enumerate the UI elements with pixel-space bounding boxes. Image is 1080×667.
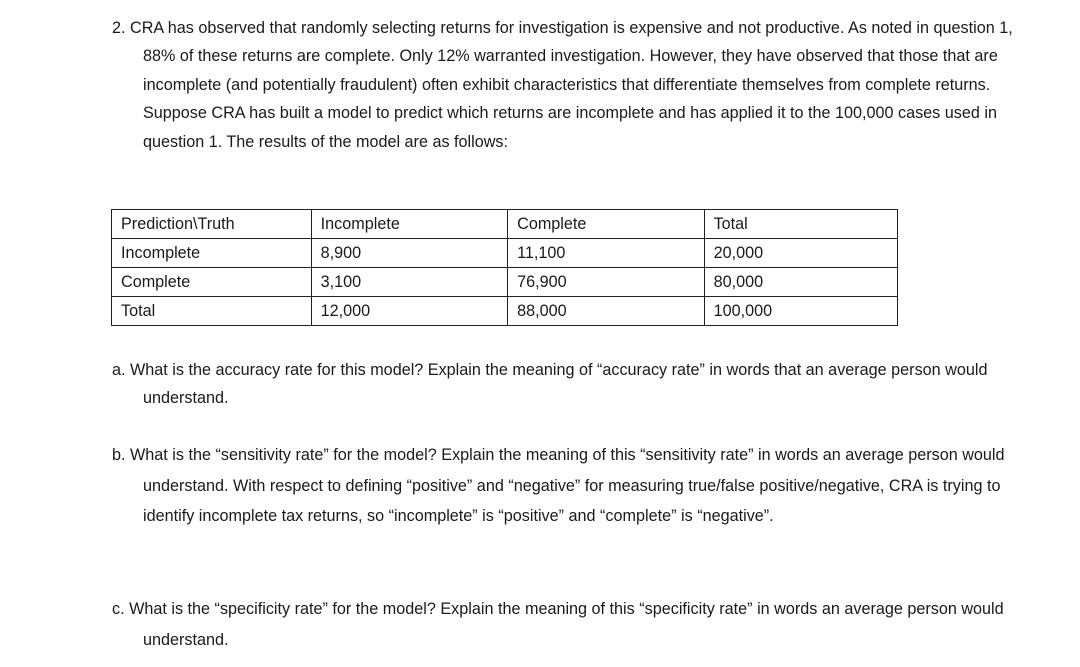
table-cell: 100,000 xyxy=(704,297,897,326)
table-cell: 88,000 xyxy=(508,297,704,326)
question-c-text: c. What is the “specificity rate” for the model? Explain the meaning of this “specificity rate” in words an average person would understand. xyxy=(112,600,1004,649)
table-cell: 11,100 xyxy=(508,239,704,268)
table-cell: 3,100 xyxy=(311,268,507,297)
table-row-label: Complete xyxy=(112,268,312,297)
table-header-cell: Prediction\Truth xyxy=(112,210,312,239)
question-a-text: a. What is the accuracy rate for this model? Explain the meaning of “accuracy rate” in words that an average person would understand. xyxy=(112,361,988,408)
table-cell: 80,000 xyxy=(704,268,897,297)
table-row-label: Incomplete xyxy=(112,239,312,268)
table-cell: 76,900 xyxy=(508,268,704,297)
table-row xyxy=(112,297,898,326)
table-cell: 12,000 xyxy=(311,297,507,326)
table-cell: 20,000 xyxy=(704,239,897,268)
table-row-label: Total xyxy=(112,297,312,326)
question-2-text: 2. CRA has observed that randomly selecting returns for investigation is expensive and not productive. As noted in question 1, 88% of these returns are complete. Only 12% warranted investigation. However, they have observed that those that are incomplete (and potentially fraudulent) often exhibit characteristics that differentiate themselves from complete returns. Suppose CRA has built a model to predict which returns are incomplete and has applied it to the 100,000 cases used in question 1. The results of the model are as follows: xyxy=(112,19,1013,151)
table-header-cell: Total xyxy=(704,210,897,239)
table-row xyxy=(112,239,898,268)
table-header-cell: Incomplete xyxy=(311,210,507,239)
table-row xyxy=(112,268,898,297)
table-header-row xyxy=(112,210,898,239)
table-cell: 8,900 xyxy=(311,239,507,268)
question-b-text: b. What is the “sensitivity rate” for the model? Explain the meaning of this “sensitivity rate” in words an average person would understand. With respect to defining “positive” and “negative” for measuring true/false positive/negative, CRA is trying to identify incomplete tax returns, so “incomplete” is “positive” and “complete” is “negative”. xyxy=(112,446,1005,526)
table-header-cell: Complete xyxy=(508,210,704,239)
confusion-matrix-table xyxy=(111,209,898,326)
